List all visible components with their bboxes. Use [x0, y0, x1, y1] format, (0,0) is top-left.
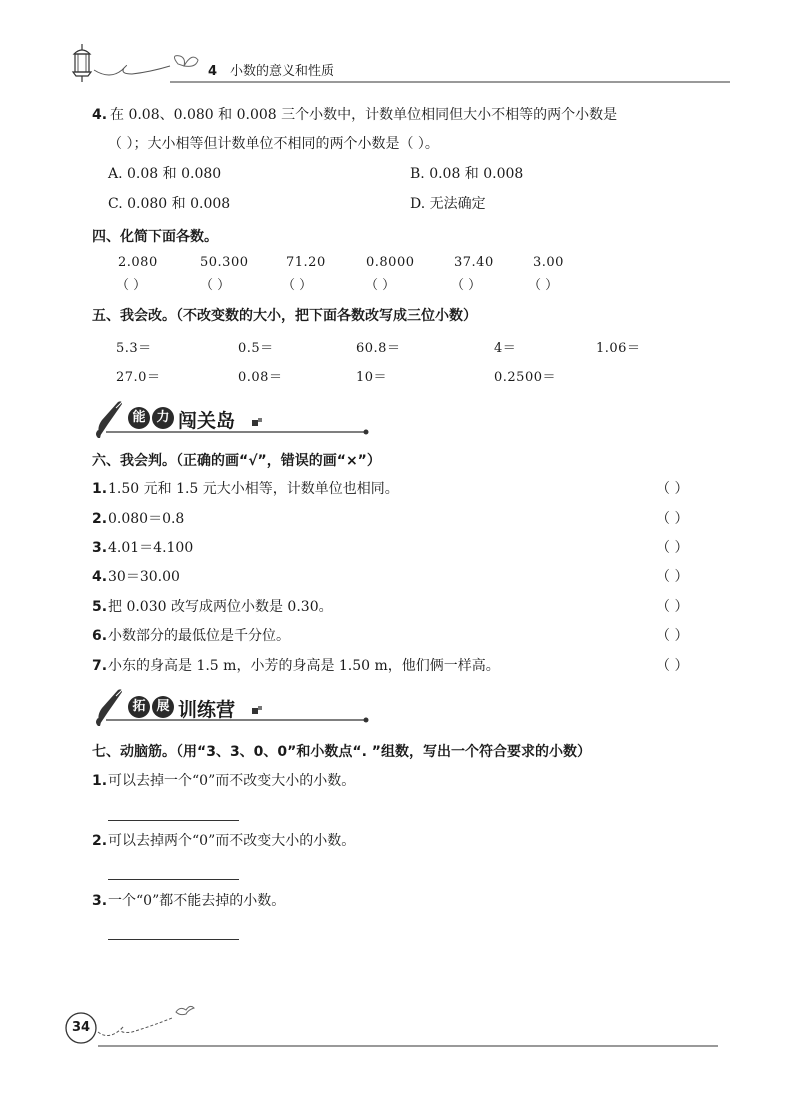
section5-title: 五、我会改。（不改变数的大小，把下面各数改写成三位小数）	[92, 308, 477, 324]
header-decoration	[60, 40, 730, 90]
answer-blank[interactable]: （ ）	[528, 278, 559, 293]
q4-option-a: A. 0.08 和 0.080	[108, 166, 222, 182]
banner-badge: 力	[152, 407, 174, 429]
answer-blank[interactable]: （ ）	[116, 278, 147, 293]
q4-option-c: C. 0.080 和 0.008	[108, 196, 231, 212]
simplify-number: 2.080	[118, 255, 158, 270]
rewrite-item[interactable]: 0.5＝	[238, 341, 274, 356]
judge-item-text: 0.080＝0.8	[108, 511, 185, 527]
rewrite-item[interactable]: 5.3＝	[116, 341, 152, 356]
puzzle-item-number: 1.	[92, 773, 108, 789]
bird-icon	[176, 1006, 194, 1014]
rewrite-item[interactable]: 4＝	[494, 341, 517, 356]
answer-line[interactable]	[108, 879, 239, 880]
q4-number: 4.	[92, 107, 108, 123]
q4-option-b: B. 0.08 和 0.008	[410, 166, 524, 182]
answer-blank[interactable]: （ ）	[282, 278, 313, 293]
judge-item-text: 30＝30.00	[108, 569, 180, 585]
simplify-number: 71.20	[286, 255, 326, 270]
judge-item-text: 1.50 元和 1.5 元大小相等，计数单位也相同。	[108, 481, 399, 497]
page-number: 34	[71, 1020, 91, 1035]
simplify-number: 3.00	[533, 255, 564, 270]
banner-badge: 能	[128, 407, 150, 429]
rewrite-item[interactable]: 10＝	[356, 370, 388, 385]
judge-item-number: 2.	[92, 511, 108, 527]
banner-badge: 拓	[128, 696, 150, 718]
judge-item-text: 把 0.030 改写成两位小数是 0.30。	[108, 599, 333, 615]
chapter-title: 小数的意义和性质	[230, 64, 335, 79]
puzzle-item-text: 一个“0”都不能去掉的小数。	[108, 893, 286, 909]
simplify-number: 37.40	[454, 255, 494, 270]
rewrite-item[interactable]: 1.06＝	[596, 341, 641, 356]
banner-title: 闯关岛	[178, 410, 236, 432]
banner-badge: 展	[152, 696, 174, 718]
banner-title: 训练营	[178, 699, 236, 721]
rewrite-item[interactable]: 0.2500＝	[494, 370, 556, 385]
answer-line[interactable]	[108, 820, 239, 821]
rewrite-item[interactable]: 0.08＝	[238, 370, 283, 385]
banner-underline	[100, 418, 370, 436]
lamp-icon	[73, 44, 91, 82]
q4-line1: 在 0.08、0.080 和 0.008 三个小数中，计数单位相同但大小不相等的两个小数是	[110, 107, 618, 123]
answer-line[interactable]	[108, 939, 239, 940]
judge-item-number: 6.	[92, 628, 108, 644]
judge-item-text: 小东的身高是 1.5 m，小芳的身高是 1.50 m，他们俩一样高。	[108, 658, 500, 674]
section4-title: 四、化简下面各数。	[92, 229, 218, 245]
section6-title: 六、我会判。（正确的画“√”，错误的画“×”）	[92, 453, 381, 469]
judge-item-text: 小数部分的最低位是千分位。	[108, 628, 290, 644]
judge-item-number: 7.	[92, 658, 108, 674]
judge-answer-blank[interactable]: （ ）	[656, 599, 689, 615]
judge-item-number: 3.	[92, 540, 108, 556]
q4-option-d: D. 无法确定	[410, 196, 486, 212]
judge-item-number: 5.	[92, 599, 108, 615]
answer-blank[interactable]: （ ）	[365, 278, 396, 293]
judge-item-text: 4.01＝4.100	[108, 540, 194, 556]
judge-answer-blank[interactable]: （ ）	[656, 628, 689, 644]
footer-decoration	[62, 996, 722, 1056]
banner-underline	[100, 706, 370, 724]
judge-answer-blank[interactable]: （ ）	[656, 658, 689, 674]
judge-answer-blank[interactable]: （ ）	[656, 481, 689, 497]
judge-item-number: 4.	[92, 569, 108, 585]
puzzle-item-text: 可以去掉一个“0”而不改变大小的小数。	[108, 773, 356, 789]
q4-line2: （ ）；大小相等但计数单位不相同的两个小数是（ ）。	[108, 136, 439, 152]
answer-blank[interactable]: （ ）	[451, 278, 482, 293]
chapter-number: 4	[208, 64, 218, 79]
judge-answer-blank[interactable]: （ ）	[656, 569, 689, 585]
answer-blank[interactable]: （ ）	[200, 278, 231, 293]
simplify-number: 0.8000	[366, 255, 415, 270]
puzzle-item-number: 2.	[92, 833, 108, 849]
butterfly-icon	[174, 56, 198, 67]
puzzle-item-number: 3.	[92, 893, 108, 909]
rewrite-item[interactable]: 60.8＝	[356, 341, 401, 356]
judge-answer-blank[interactable]: （ ）	[656, 511, 689, 527]
puzzle-item-text: 可以去掉两个“0”而不改变大小的小数。	[108, 833, 356, 849]
rewrite-item[interactable]: 27.0＝	[116, 370, 161, 385]
section7-title: 七、动脑筋。（用“3、3、0、0”和小数点“. ”组数，写出一个符合要求的小数）	[92, 744, 591, 760]
simplify-number: 50.300	[200, 255, 249, 270]
judge-answer-blank[interactable]: （ ）	[656, 540, 689, 556]
judge-item-number: 1.	[92, 481, 108, 497]
